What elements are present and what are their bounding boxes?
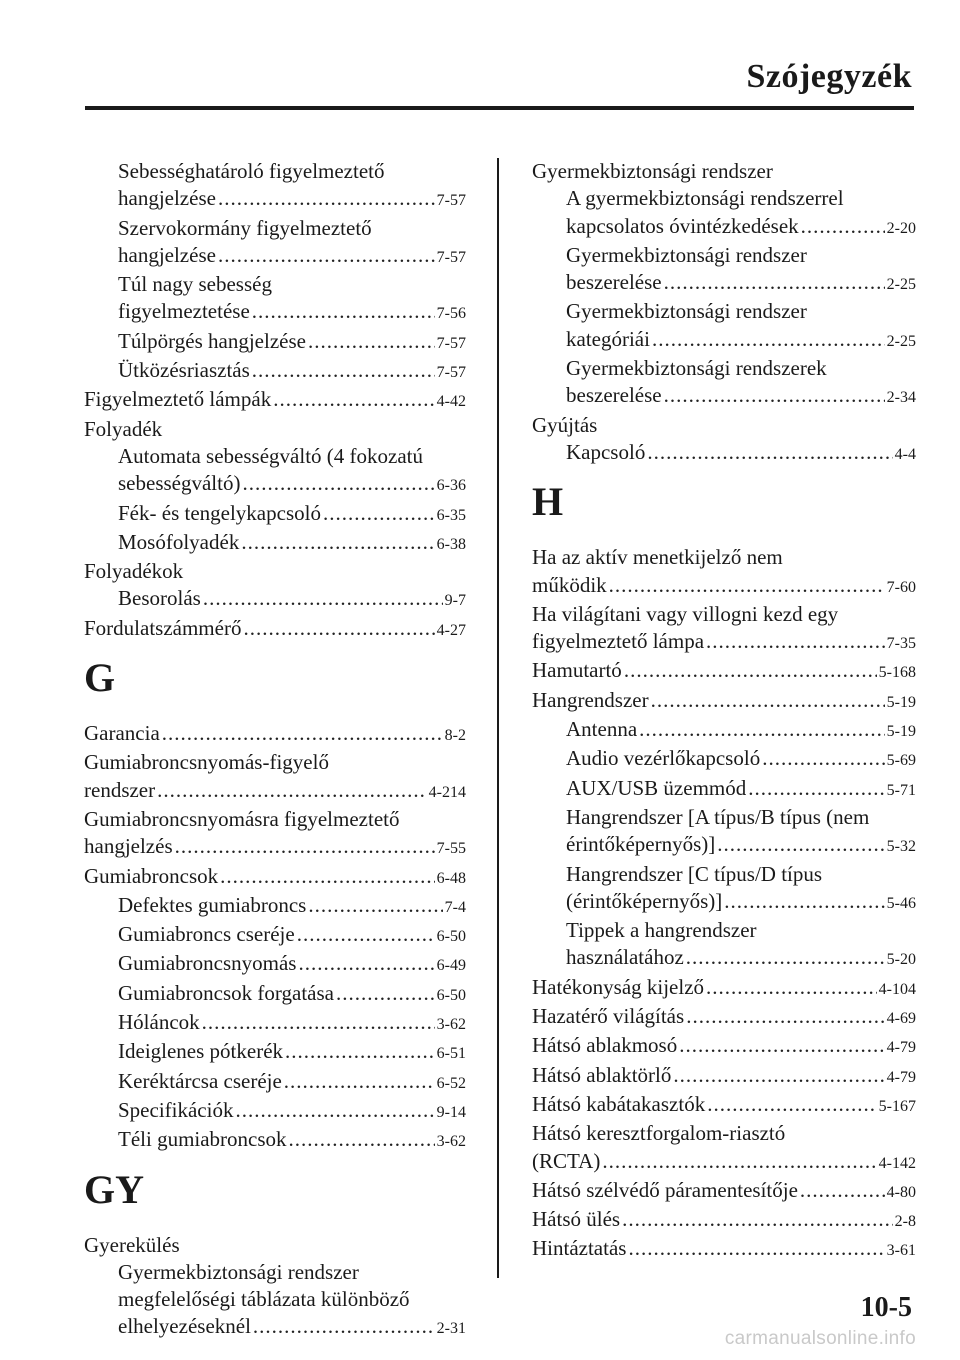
page-reference: 6-35: [436, 506, 466, 524]
index-entry: [532, 544, 916, 571]
index-subentry: [84, 242, 466, 271]
index-entry: [84, 615, 466, 644]
index-subentry: [532, 745, 916, 774]
page-reference: 2-25: [886, 276, 916, 294]
entry-term: hangjelzése: [118, 186, 216, 211]
page-reference: 7-57: [436, 248, 466, 266]
entry-term: Tippek a hangrendszer: [566, 918, 757, 943]
entry-term: figyelmeztető lámpa: [532, 629, 705, 654]
entry-term: Túlpörgés hangjelzése: [118, 328, 306, 353]
entry-term: Folyadékok: [84, 559, 184, 584]
index-entry: [532, 412, 916, 439]
dot-leader: [624, 657, 877, 684]
index-subentry: [84, 980, 466, 1009]
index-entry: [84, 749, 466, 776]
dot-leader: [686, 944, 885, 971]
entry-term: A gyermekbiztonsági rendszerrel: [566, 186, 844, 211]
dot-leader: [308, 892, 442, 919]
page-reference: 6-38: [436, 535, 466, 553]
dot-leader: [175, 833, 435, 860]
index-entry: [84, 720, 466, 749]
index-entry: [84, 1232, 466, 1259]
index-subentry: [84, 1068, 466, 1097]
dot-leader: [218, 242, 435, 269]
entry-term: Hátsó ülés: [532, 1207, 621, 1232]
entry-term: Gyerekülés: [84, 1232, 180, 1257]
dot-leader: [800, 1177, 885, 1204]
index-subentry: [532, 298, 916, 325]
entry-term: Ha világítani vagy villogni kezd egy: [532, 601, 839, 626]
page-reference: 2-8: [894, 1213, 916, 1231]
dot-leader: [220, 863, 435, 890]
page-reference: 5-69: [886, 752, 916, 770]
entry-term: Sebességhatároló figyelmeztető: [118, 159, 385, 183]
entry-term: Garancia: [84, 721, 160, 746]
dot-leader: [609, 572, 885, 599]
index-subentry: [532, 439, 916, 468]
dot-leader: [762, 745, 884, 772]
index-subentry: [84, 500, 466, 529]
dot-leader: [243, 615, 434, 642]
entry-term: Hátsó kabátakasztók: [532, 1091, 706, 1116]
page-reference: 6-49: [436, 957, 466, 975]
entry-term: beszerelése: [566, 383, 662, 408]
page-reference: 3-62: [436, 1016, 466, 1034]
entry-term: Gumiabroncsnyomásra figyelmeztető: [84, 806, 400, 831]
dot-leader: [706, 974, 877, 1001]
index-subentry: [532, 888, 916, 917]
entry-term: Hamutartó: [532, 658, 622, 683]
entry-term: figyelmeztetése: [118, 299, 250, 324]
entry-term: Téli gumiabroncsok: [118, 1127, 287, 1152]
index-subentry: [84, 470, 466, 499]
index-entry: [532, 687, 916, 716]
entry-term: sebességváltó): [118, 471, 241, 496]
entry-term: Hóláncok: [118, 1010, 200, 1035]
page-reference: 5-168: [878, 664, 916, 682]
index-subentry: [84, 443, 466, 470]
entry-term: Gyermekbiztonsági rendszer: [118, 1259, 359, 1284]
page-reference: 5-167: [878, 1097, 916, 1115]
header-rule: [85, 106, 914, 110]
entry-term: Ideiglenes pótkerék: [118, 1039, 284, 1064]
index-subentry: [532, 242, 916, 269]
dot-leader: [298, 950, 434, 977]
page-reference: 6-52: [436, 1074, 466, 1092]
dot-leader: [748, 775, 884, 802]
dot-leader: [706, 628, 885, 655]
dot-leader: [202, 1009, 435, 1036]
index-subentry: [532, 185, 916, 212]
page-reference: 7-57: [436, 192, 466, 210]
page-reference: 2-34: [886, 389, 916, 407]
index-entry: [532, 1177, 916, 1206]
page-reference: 4-79: [886, 1068, 916, 1086]
index-subentry: [532, 382, 916, 411]
page-reference: 4-27: [436, 621, 466, 639]
index-subentry: [532, 861, 916, 888]
dot-leader: [717, 831, 884, 858]
dot-leader: [218, 185, 435, 212]
entry-term: Hátsó keresztforgalom-riasztó: [532, 1121, 786, 1146]
entry-term: beszerelése: [566, 270, 662, 295]
dot-leader: [308, 328, 435, 355]
entry-term: Folyadék: [84, 416, 163, 441]
index-subentry: [84, 298, 466, 327]
dot-leader: [297, 921, 435, 948]
entry-term: hangjelzés: [84, 834, 173, 859]
page-reference: 6-51: [436, 1045, 466, 1063]
dot-leader: [273, 386, 434, 413]
watermark: carmanualsonline.info: [724, 1328, 916, 1349]
entry-term: (RCTA): [532, 1148, 601, 1173]
dot-leader: [252, 357, 435, 384]
dot-leader: [686, 1003, 884, 1030]
entry-term: Gumiabroncs cseréje: [118, 922, 295, 947]
section-letter: GY: [84, 1166, 144, 1212]
index-subentry: [532, 917, 916, 944]
section-letter: H: [532, 479, 564, 525]
page-reference: 6-50: [436, 928, 466, 946]
dot-leader: [162, 720, 443, 747]
page-reference: 4-214: [428, 783, 466, 801]
entry-term: Defektes gumiabroncs: [118, 892, 307, 917]
page-reference: 5-20: [886, 951, 916, 969]
dot-leader: [707, 1091, 876, 1118]
dot-leader: [602, 1148, 876, 1175]
dot-leader: [647, 439, 892, 466]
page-reference: 4-42: [436, 393, 466, 411]
page-reference: 2-20: [886, 219, 916, 237]
entry-term: Hangrendszer [A típus/B típus (nem: [566, 804, 870, 829]
index-entry: [84, 833, 466, 862]
dot-leader: [336, 980, 435, 1007]
index-subentry: [84, 585, 466, 614]
index-subentry: [84, 1313, 466, 1342]
index-subentry: [84, 158, 466, 185]
entry-term: Gumiabroncsok: [84, 863, 219, 888]
page-reference: 4-104: [878, 980, 916, 998]
index-column-left: [84, 158, 466, 1343]
dot-leader: [157, 777, 427, 804]
index-entry: [532, 1003, 916, 1032]
entry-term: Szervokormány figyelmeztető: [118, 215, 372, 240]
page-number: 10-5: [860, 1292, 912, 1323]
entry-term: használatához: [566, 945, 684, 970]
dot-leader: [724, 888, 884, 915]
page-reference: 9-7: [444, 592, 466, 610]
dot-leader: [235, 1097, 434, 1124]
page-reference: 5-19: [886, 723, 916, 741]
entry-term: Hangrendszer: [532, 687, 649, 712]
page-reference: 7-60: [886, 578, 916, 596]
index-subentry: [84, 950, 466, 979]
page-reference: 7-55: [436, 840, 466, 858]
entry-term: kategóriái: [566, 326, 650, 351]
entry-term: Ha az aktív menetkijelző nem: [532, 545, 783, 570]
index-subentry: [532, 831, 916, 860]
index-entry: [532, 158, 916, 185]
entry-term: Antenna: [566, 717, 638, 742]
index-subentry: [532, 944, 916, 973]
entry-term: hangjelzése: [118, 242, 216, 267]
index-subentry: [84, 1259, 466, 1286]
entry-term: Hátsó ablaktörlő: [532, 1062, 672, 1087]
page-reference: 2-31: [436, 1320, 466, 1338]
entry-term: Túl nagy sebesség: [118, 272, 272, 297]
entry-term: Hangrendszer [C típus/D típus: [566, 861, 823, 886]
dot-leader: [628, 1235, 884, 1262]
dot-leader: [252, 298, 435, 325]
page-reference: 7-57: [436, 364, 466, 382]
entry-term: Hatékonyság kijelző: [532, 974, 705, 999]
page-title: Szójegyzék: [746, 58, 912, 95]
column-divider: [497, 158, 499, 1278]
index-subentry: [84, 328, 466, 357]
index-entry: [84, 806, 466, 833]
page-reference: 6-36: [436, 477, 466, 495]
entry-term: rendszer: [84, 777, 156, 802]
page-reference: 5-19: [886, 693, 916, 711]
entry-term: megfelelőségi táblázata különböző: [118, 1287, 410, 1312]
index-subentry: [84, 215, 466, 242]
entry-term: Hátsó szélvédő páramentesítője: [532, 1177, 798, 1202]
dot-leader: [242, 470, 434, 497]
entry-term: Gyújtás: [532, 412, 598, 437]
page-reference: 6-50: [436, 986, 466, 1004]
dot-leader: [284, 1068, 435, 1095]
page-reference: 4-79: [886, 1039, 916, 1057]
entry-term: Gumiabroncsok forgatása: [118, 980, 334, 1005]
dot-leader: [639, 716, 885, 743]
dot-leader: [253, 1313, 435, 1340]
index-subentry: [532, 804, 916, 831]
page-reference: 5-46: [886, 894, 916, 912]
index-subentry: [84, 921, 466, 950]
index-entry: [532, 974, 916, 1003]
page-reference: 7-4: [444, 898, 466, 916]
page-reference: 7-57: [436, 334, 466, 352]
page-reference: 4-69: [886, 1010, 916, 1028]
index-entry: [532, 1148, 916, 1177]
index-subentry: [84, 271, 466, 298]
index-subentry: [532, 355, 916, 382]
entry-term: elhelyezéseknél: [118, 1314, 251, 1339]
dot-leader: [801, 213, 885, 240]
page-reference: 5-71: [886, 781, 916, 799]
index-entry: [532, 1091, 916, 1120]
entry-term: Fék- és tengelykapcsoló: [118, 500, 321, 525]
page-reference: 3-61: [886, 1242, 916, 1260]
index-entry: [84, 386, 466, 415]
index-subentry: [84, 892, 466, 921]
index-subentry: [532, 213, 916, 242]
entry-term: Gyermekbiztonsági rendszer: [566, 299, 807, 324]
page-reference: 4-142: [878, 1154, 916, 1172]
index-entry: [532, 1206, 916, 1235]
index-subentry: [532, 326, 916, 355]
entry-term: Mosófolyadék: [118, 529, 240, 554]
dot-leader: [289, 1126, 435, 1153]
index-entry: [532, 1062, 916, 1091]
page-reference: 4-4: [894, 445, 916, 463]
index-entry: [532, 628, 916, 657]
entry-term: Gyermekbiztonsági rendszer: [532, 159, 773, 183]
index-entry: [84, 863, 466, 892]
dot-leader: [622, 1206, 893, 1233]
dot-leader: [673, 1062, 884, 1089]
entry-term: Kapcsoló: [566, 439, 646, 464]
dot-leader: [652, 326, 885, 353]
entry-term: Fordulatszámmérő: [84, 615, 242, 640]
entry-term: Figyelmeztető lámpák: [84, 387, 272, 412]
index-entry: [532, 1235, 916, 1264]
page-reference: 4-80: [886, 1183, 916, 1201]
dot-leader: [203, 585, 443, 612]
entry-term: Hintáztatás: [532, 1236, 627, 1261]
entry-term: működik: [532, 572, 607, 597]
index-entry: [532, 601, 916, 628]
index-subentry: [84, 1009, 466, 1038]
index-subentry: [84, 185, 466, 214]
index-subentry: [532, 716, 916, 745]
index-subentry: [532, 269, 916, 298]
page-reference: 3-62: [436, 1133, 466, 1151]
index-subentry: [84, 529, 466, 558]
index-subentry: [84, 1038, 466, 1067]
entry-term: Specifikációk: [118, 1097, 234, 1122]
entry-term: Hátsó ablakmosó: [532, 1033, 678, 1058]
entry-term: Hazatérő világítás: [532, 1004, 685, 1029]
page-reference: 7-56: [436, 305, 466, 323]
entry-term: AUX/USB üzemmód: [566, 775, 747, 800]
page-reference: 8-2: [444, 727, 466, 745]
entry-term: kapcsolatos óvintézkedések: [566, 213, 799, 238]
section-letter: G: [84, 655, 116, 701]
page-reference: 5-32: [886, 838, 916, 856]
dot-leader: [664, 382, 885, 409]
page-reference: 6-48: [436, 869, 466, 887]
page-reference: 9-14: [436, 1103, 466, 1121]
index-entry: [84, 777, 466, 806]
index-subentry: [532, 775, 916, 804]
index-entry: [532, 657, 916, 686]
index-subentry: [84, 1286, 466, 1313]
page-reference: 7-35: [886, 635, 916, 653]
index-entry: [532, 1120, 916, 1147]
entry-term: érintőképernyős)]: [566, 832, 716, 857]
dot-leader: [323, 500, 435, 527]
index-column-right: [532, 158, 916, 1265]
entry-term: Besorolás: [118, 586, 201, 611]
index-subentry: [84, 1097, 466, 1126]
page-reference: 2-25: [886, 332, 916, 350]
dot-leader: [679, 1032, 884, 1059]
entry-term: Audio vezérlőkapcsoló: [566, 746, 761, 771]
entry-term: Gumiabroncsnyomás-figyelő: [84, 750, 329, 775]
index-subentry: [84, 357, 466, 386]
index-subentry: [84, 1126, 466, 1155]
dot-leader: [664, 269, 885, 296]
entry-term: Gyermekbiztonsági rendszer: [566, 242, 807, 267]
index-entry: [532, 1032, 916, 1061]
entry-term: Gumiabroncsnyomás: [118, 951, 297, 976]
index-entry: [532, 572, 916, 601]
dot-leader: [241, 529, 434, 556]
entry-term: Ütközésriasztás: [118, 358, 250, 383]
index-entry: [84, 558, 466, 585]
entry-term: (érintőképernyős)]: [566, 888, 723, 913]
dot-leader: [651, 687, 885, 714]
dot-leader: [285, 1038, 435, 1065]
entry-term: Gyermekbiztonsági rendszerek: [566, 356, 827, 381]
index-entry: [84, 416, 466, 443]
entry-term: Automata sebességváltó (4 fokozatú: [118, 443, 423, 468]
entry-term: Keréktárcsa cseréje: [118, 1068, 282, 1093]
